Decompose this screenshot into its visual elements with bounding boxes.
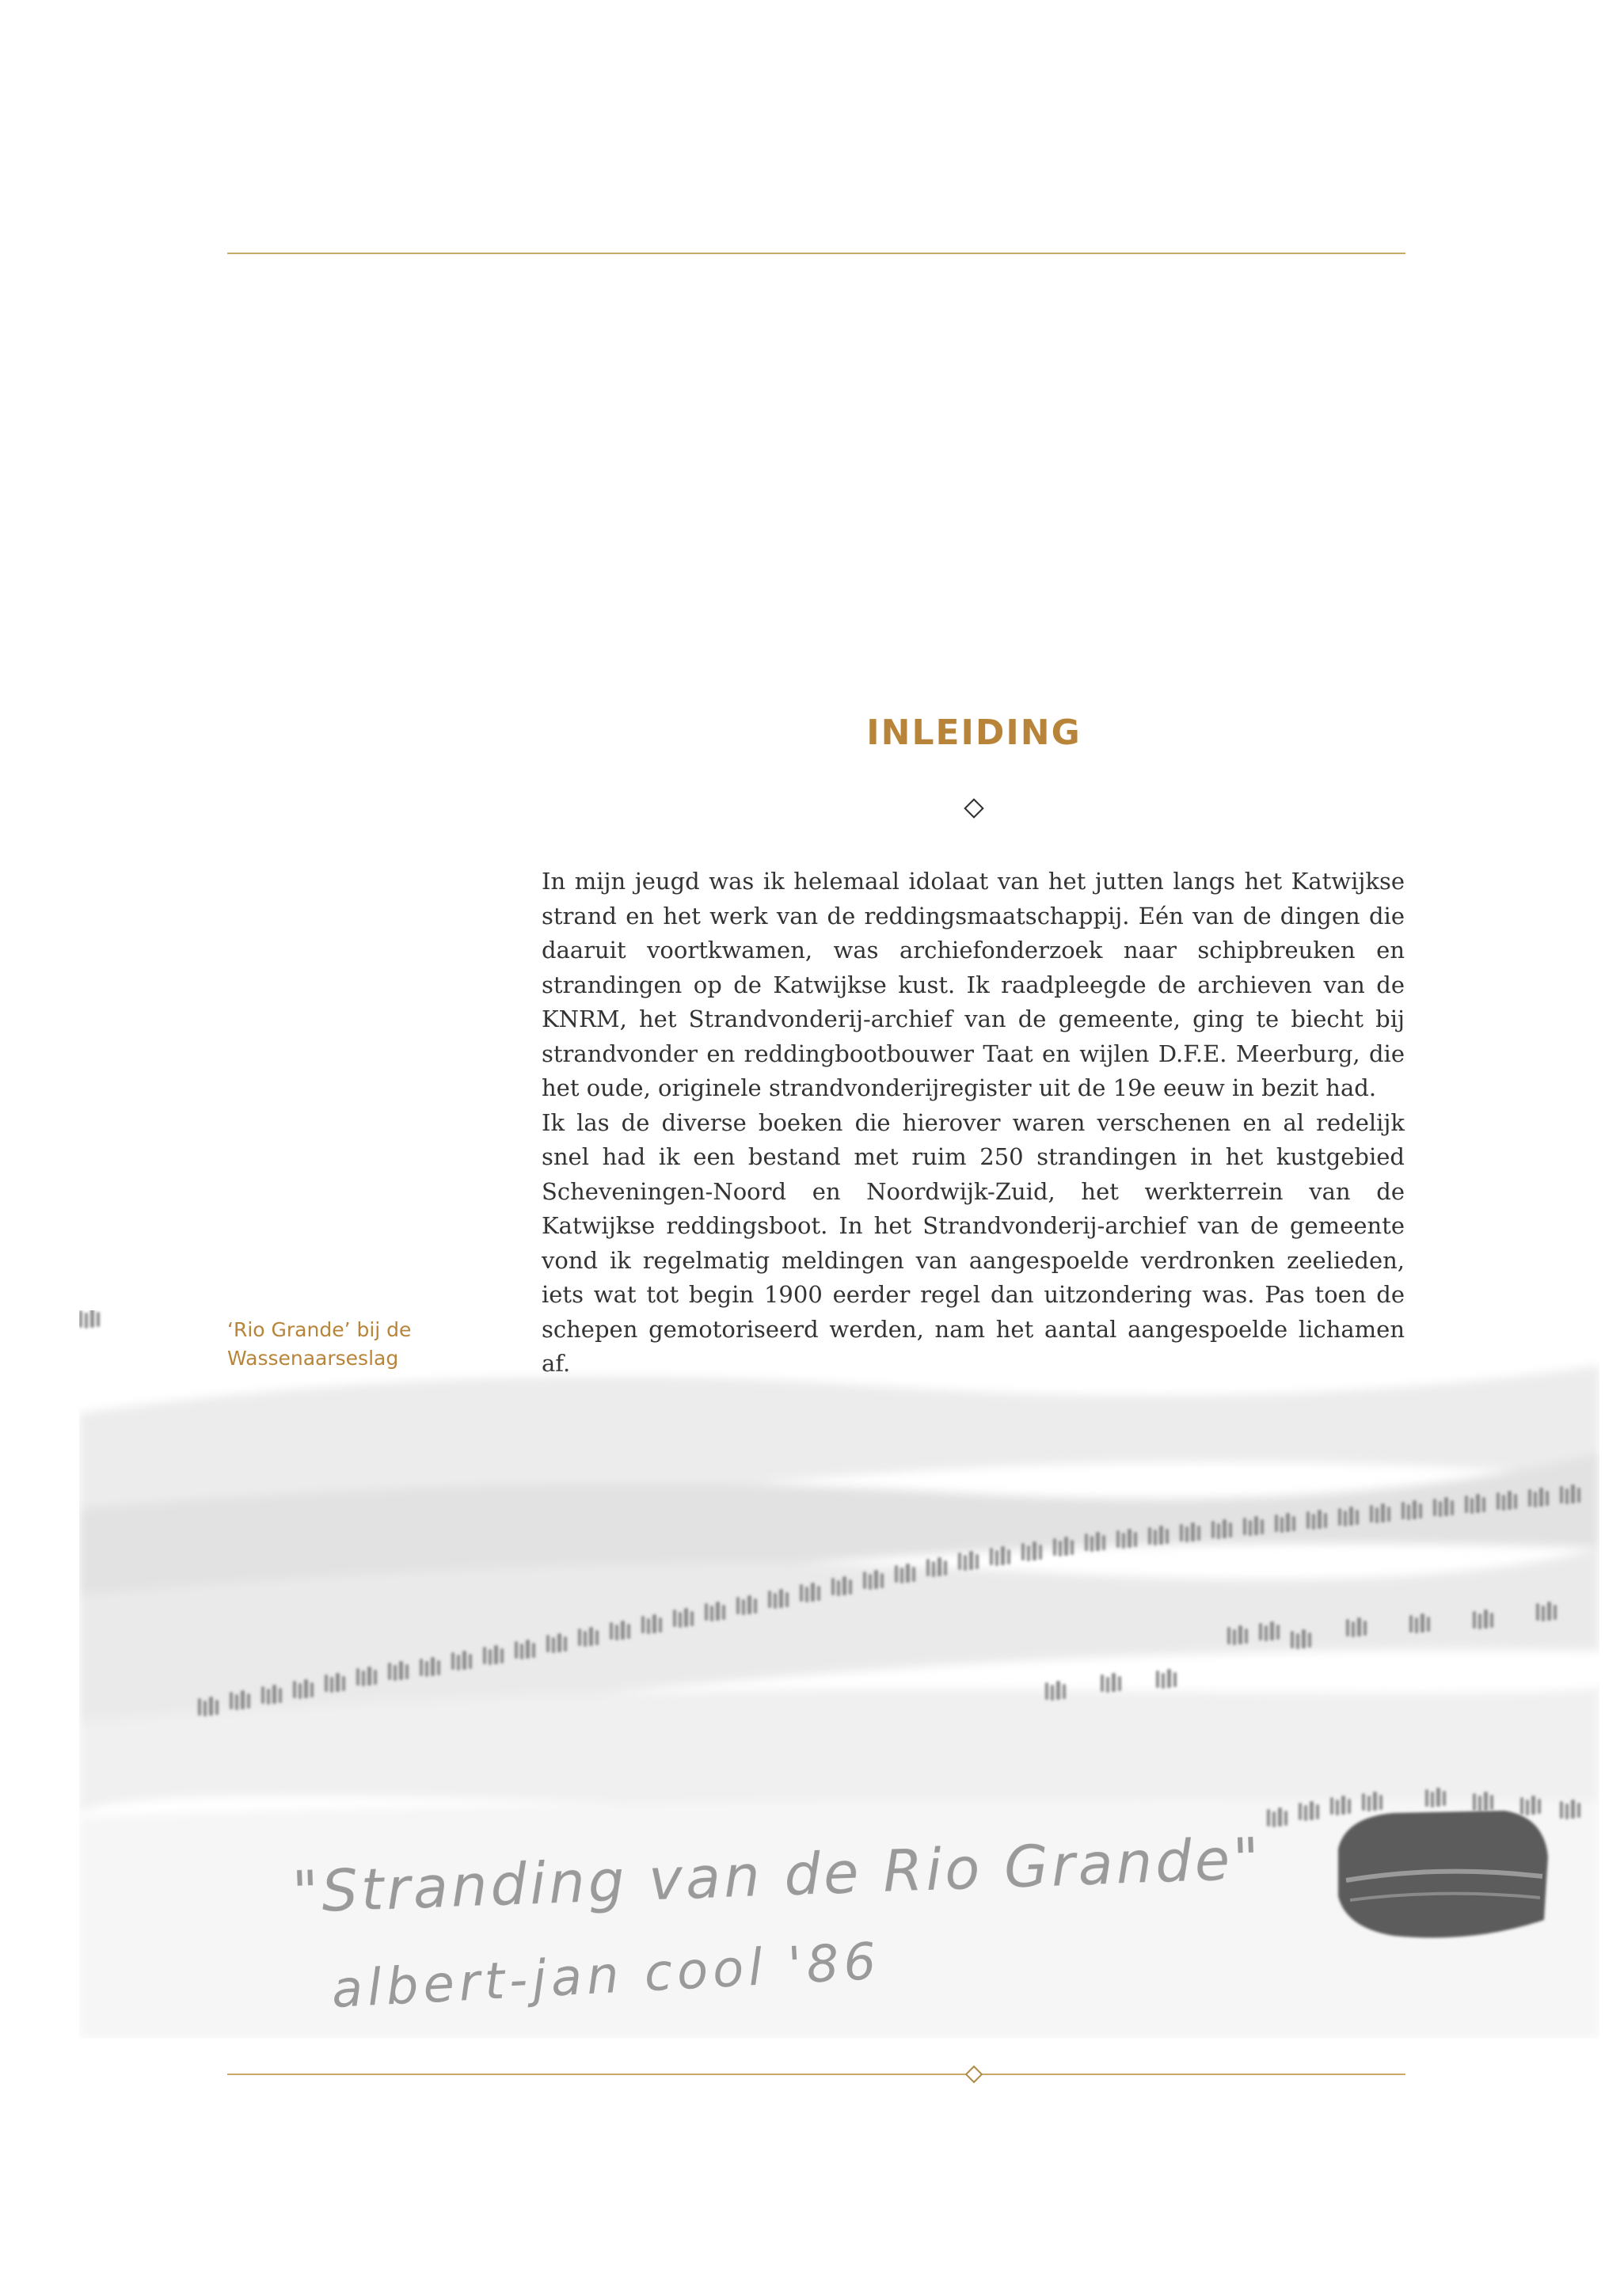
stranded-ship xyxy=(1338,1811,1548,1938)
image-caption: ‘Rio Grande’ bij de Wassenaarseslag xyxy=(227,1318,412,1370)
body-text xyxy=(542,865,1405,1382)
footer-diamond-ornament xyxy=(965,2066,983,2084)
title-diamond-ornament xyxy=(964,798,983,818)
paragraph-1: In mijn jeugd was ik helemaal idolaat van het jutten langs het Katwijkse strand en het werk van de reddingsmaatschappij. Eén van de dingen die daaruit voortkwamen, was archiefonderzoek naar schipbreuken en strandingen op de Katwijkse kust. Ik raadpleegde de archieven van de KNRM, het Strandvonderij-archief van de gemeente, ging te biecht bij strandvonder en reddingbootbouwer Taat en wijlen D.F.E. Meerburg, die het oude, originele strandvonderijregister uit de 19e eeuw in bezit had. xyxy=(542,868,1405,1101)
svg-text:"Stranding van de Rio Grande": "Stranding van de Rio Grande" xyxy=(291,1825,1264,1925)
beach-stranding-illustration xyxy=(79,1310,1599,2039)
svg-text:albert-jan cool '86: albert-jan cool '86 xyxy=(329,1932,882,2020)
page-title: INLEIDING xyxy=(866,713,1082,753)
bottom-rule xyxy=(227,2074,1405,2075)
paragraph-2: Ik las de diverse boeken die hierover waren verschenen en al redelijk snel had ik een bestand met ruim 250 strandingen in het kustgebied Scheveningen-Noord en Noordwijk-Zuid, het werkterrein van de Katwijkse reddingsboot. In het Strandvonderij-archief van de gemeente vond ik regelmatig meldingen van aangespoelde verdronken zeelieden, iets wat tot begin 1900 eerder regel dan uitzondering was. Pas toen de schepen gemotoriseerd werden, nam het aantal aangespoelde lichamen af. xyxy=(542,1108,1405,1377)
top-rule xyxy=(227,253,1405,254)
